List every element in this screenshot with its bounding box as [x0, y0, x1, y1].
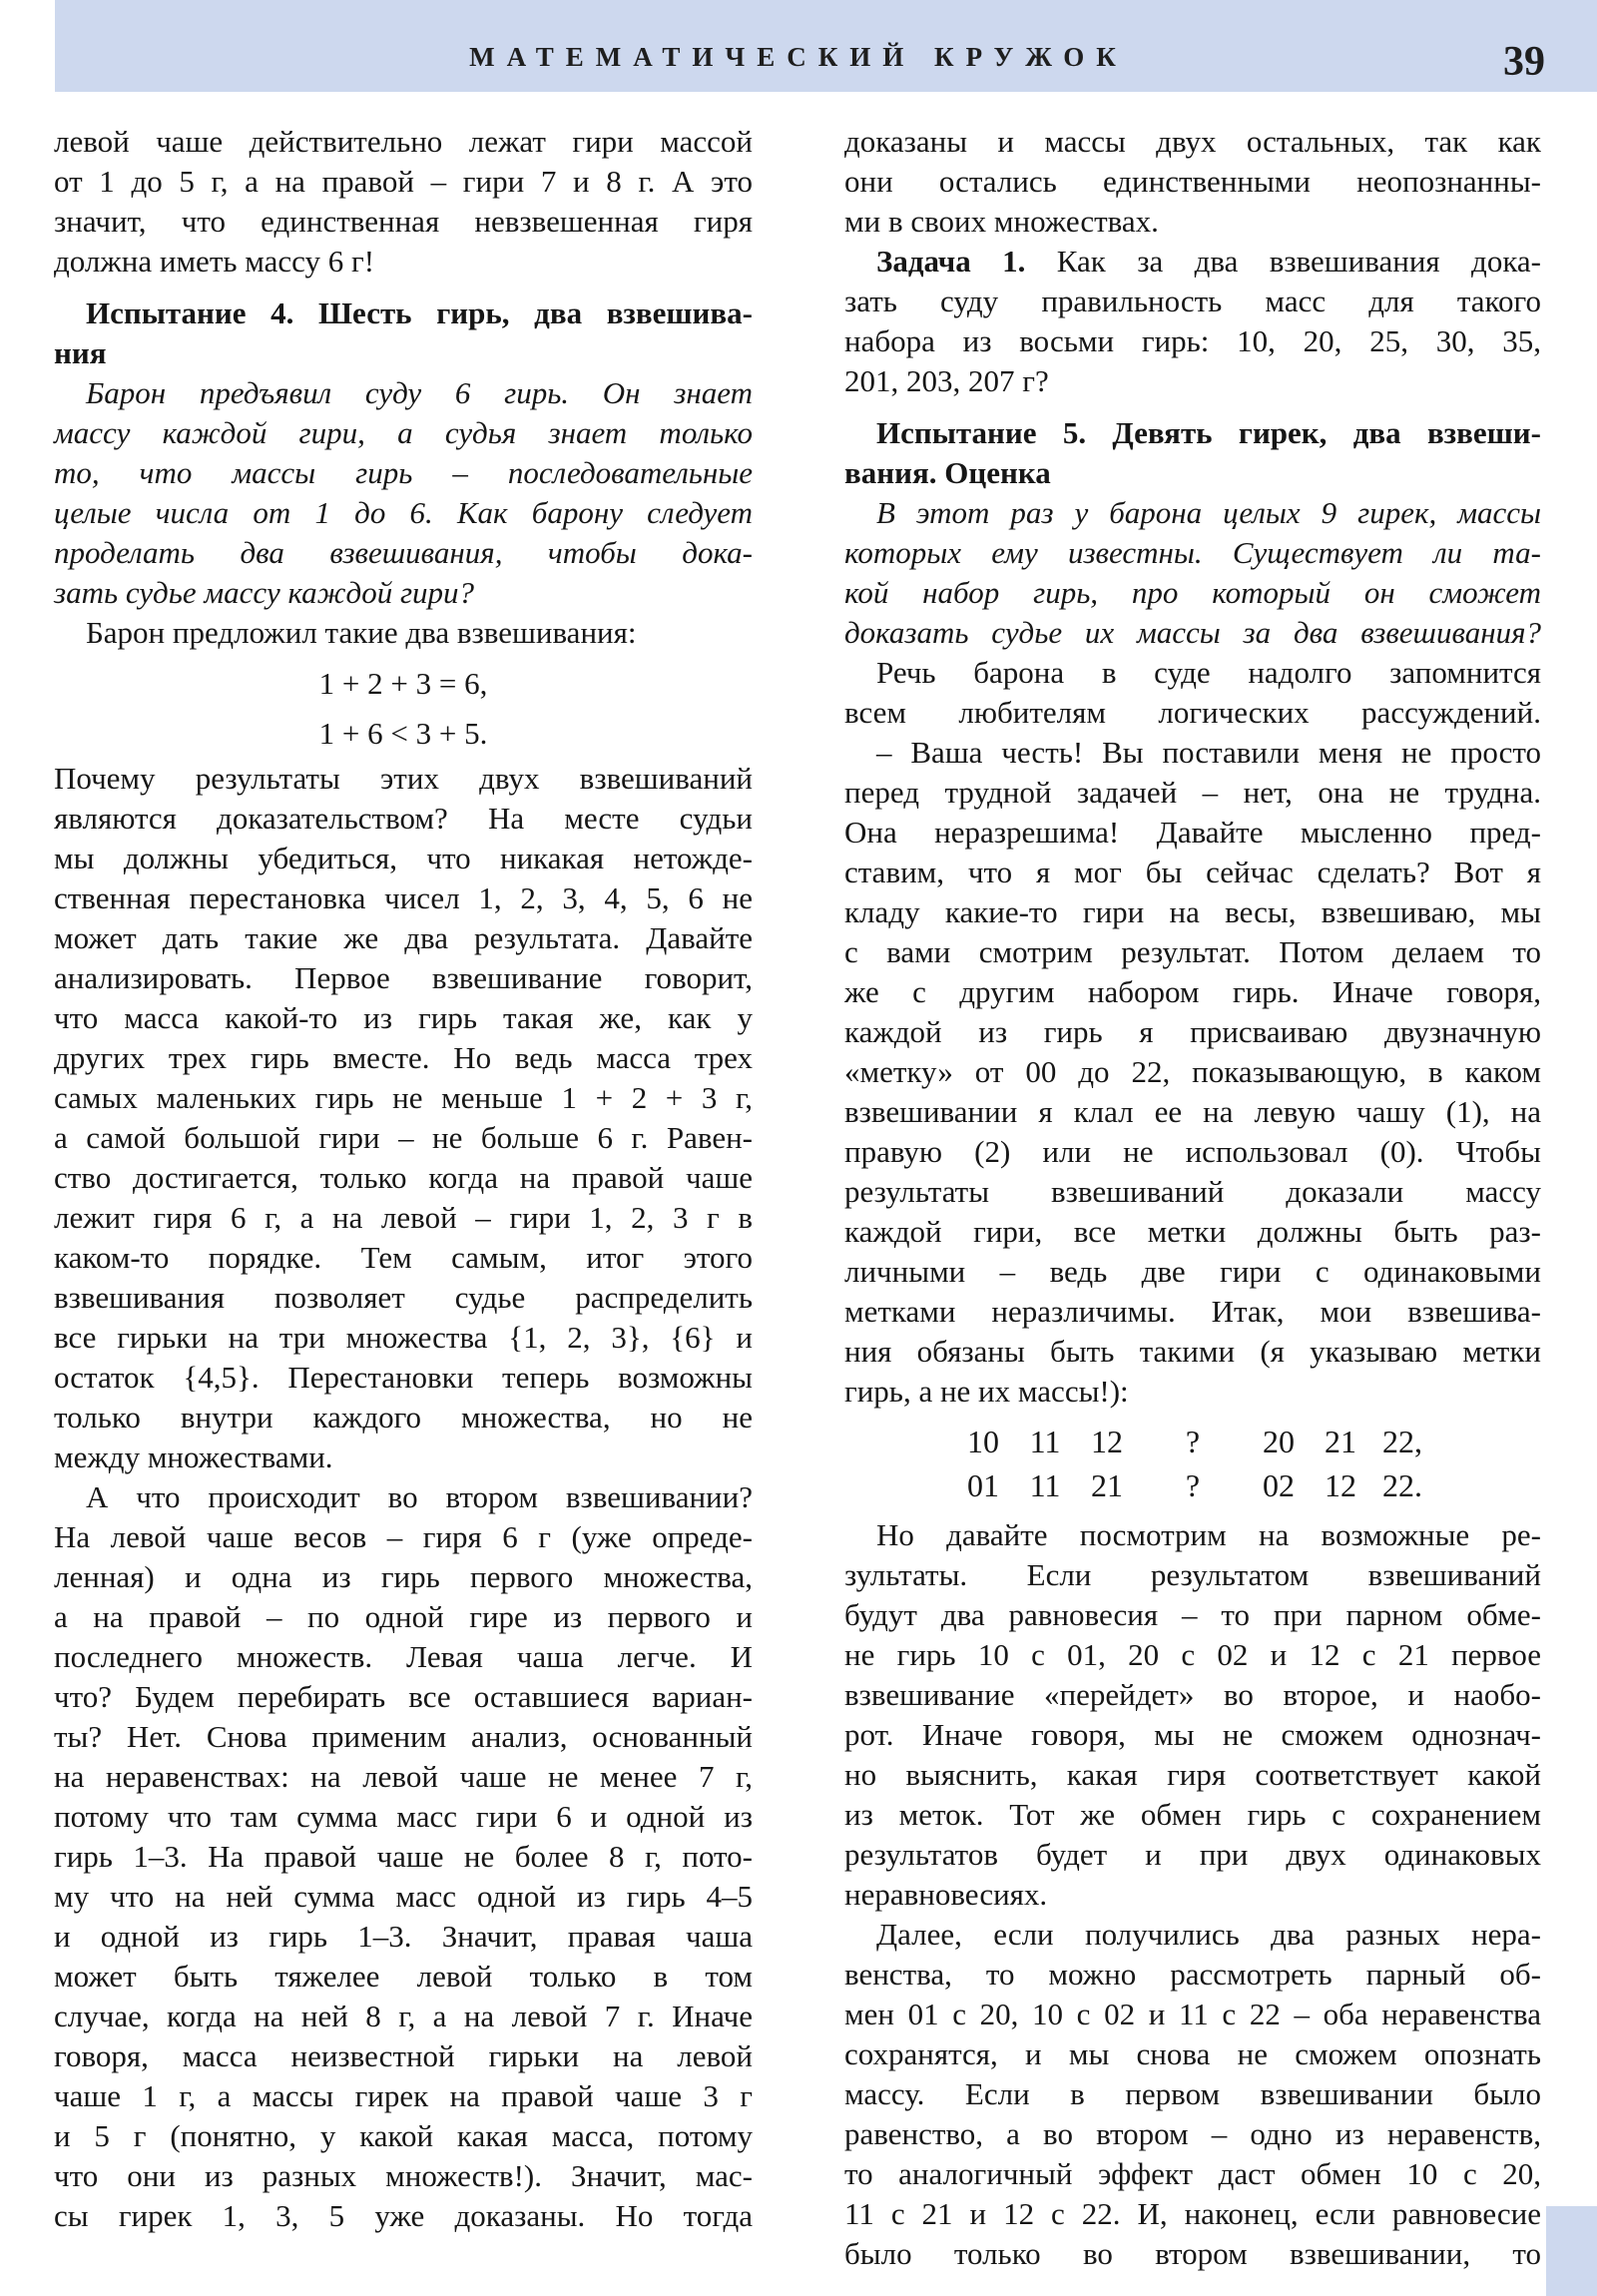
- text-line: чаше 1 г, а массы гирек на правой чаше 3 г: [54, 2078, 753, 2113]
- text-line: 11 с 21 и 12 с 22. И, наконец, если равновесие: [844, 2196, 1541, 2231]
- text-line: кладу какие-то гири на весы, взвешиваю, мы: [844, 894, 1541, 929]
- text-line: сы гирек 1, 3, 5 уже доказаны. Но тогда: [54, 2198, 753, 2233]
- right-column: [844, 122, 1541, 2274]
- text-line: доказаны и массы двух остальных, так как: [844, 124, 1541, 159]
- text-line: потому что там сумма масс гири 6 и одной из: [54, 1799, 753, 1834]
- left-column: [54, 122, 753, 2236]
- corner-tab: [1546, 2206, 1597, 2296]
- text-line: лежит гиря 6 г, а на левой – гири 1, 2, 3 г в: [54, 1200, 753, 1235]
- text-line: а самой большой гири – не больше 6 г. Равен-: [54, 1120, 753, 1155]
- text-line: значит, что единственная невзвешенная гиря: [54, 204, 753, 239]
- text-line: всем любителям логических рассуждений.: [844, 695, 1541, 730]
- equation-line: 1 + 6 < 3 + 5.: [318, 716, 488, 751]
- section-heading-line: вания. Оценка: [844, 455, 1051, 490]
- text-line: что они из разных множеств!). Значит, мас-: [54, 2158, 753, 2193]
- text-line: то аналогичный эффект даст обмен 10 с 20,: [844, 2156, 1541, 2191]
- text-line: взвешивания позволяет судье распределить: [54, 1280, 753, 1315]
- text-line: равенство, а во втором – одно из неравенств,: [844, 2116, 1541, 2151]
- text-line: из меток. Тот же обмен гирь с сохранением: [844, 1797, 1541, 1832]
- text-line: личными – ведь две гири с одинаковыми: [844, 1254, 1541, 1289]
- text-line: му что на ней сумма масс одной из гирь 4–5: [54, 1879, 753, 1914]
- text-line: «метку» от 00 до 22, показывающую, в каком: [844, 1054, 1541, 1089]
- page-number: 39: [1503, 39, 1545, 85]
- text-line: левой чаше действительно лежат гири массой: [54, 124, 753, 159]
- task-text: Как за два взвешивания дока-: [1056, 244, 1541, 279]
- text-line: гирь, а не их массы!):: [844, 1374, 1129, 1409]
- text-line: проделать два взвешивания, чтобы дока-: [54, 535, 753, 570]
- text-line: ственная перестановка чисел 1, 2, 3, 4, 5, 6 не: [54, 880, 753, 915]
- weighing-marks-row: [844, 1420, 1541, 1463]
- text-line: набора из восьми гирь: 10, 20, 25, 30, 35,: [844, 323, 1541, 358]
- text-line: сохранятся, и мы снова не сможем опознать: [844, 2036, 1541, 2071]
- text-line: метками неразличимы. Итак, мои взвешива-: [844, 1294, 1541, 1329]
- text-line: самых маленьких гирь не меньше 1 + 2 + 3 г,: [54, 1080, 753, 1115]
- text-line: от 1 до 5 г, а на правой – гири 7 и 8 г. А это: [54, 164, 753, 199]
- text-line: 201, 203, 207 г?: [844, 363, 1049, 398]
- text-line: результатов будет и при двух одинаковых: [844, 1837, 1541, 1872]
- text-line: Барон предъявил суду 6 гирь. Он знает: [86, 375, 753, 410]
- text-line: результаты взвешиваний доказали массу: [844, 1174, 1541, 1209]
- text-line: говоря, масса неизвестной гирьки на левой: [54, 2038, 753, 2073]
- text-line: каком-то порядке. Тем самым, итог этого: [54, 1240, 753, 1275]
- text-line: правую (2) или не использовал (0). Чтобы: [844, 1134, 1541, 1169]
- weight-mark: 10: [967, 1424, 999, 1459]
- text-line: что масса какой-то из гирь такая же, как у: [54, 1000, 753, 1035]
- text-line: же с другим набором гирь. Иначе говоря,: [844, 974, 1541, 1009]
- text-line: гирь 1–3. На правой чаше не более 8 г, пото-: [54, 1839, 753, 1874]
- text-line: анализировать. Первое взвешивание говорит,: [54, 960, 753, 995]
- running-header-title: МАТЕМАТИЧЕСКИЙ КРУЖОК: [469, 42, 1128, 72]
- text-line: случае, когда на ней 8 г, а на левой 7 г. Иначе: [54, 1999, 753, 2033]
- text-line: – Ваша честь! Вы поставили меня не просто: [876, 735, 1541, 770]
- weight-mark: 21: [1325, 1424, 1356, 1459]
- text-line: и 5 г (понятно, у какой какая масса, потому: [54, 2118, 753, 2153]
- weighing-marks-row: [844, 1463, 1541, 1507]
- section-heading-line: Испытание 4. Шесть гирь, два взвешива-: [86, 295, 753, 330]
- text-line: то, что массы гирь – последовательные: [54, 455, 753, 490]
- text-line: мы должны убедиться, что никакая нетожде-: [54, 841, 753, 875]
- text-line: рот. Иначе говоря, мы не сможем однознач-: [844, 1717, 1541, 1752]
- section-heading-line: ния: [54, 335, 107, 370]
- text-line: взвешивании я клал ее на левую чашу (1), на: [844, 1094, 1541, 1129]
- text-line: [844, 242, 1541, 282]
- weight-mark: 11: [1029, 1424, 1061, 1459]
- text-line: каждой гири, все метки должны быть раз-: [844, 1214, 1541, 1249]
- text-line: и одной из гирь 1–3. Значит, правая чаша: [54, 1919, 753, 1954]
- text-line: зультаты. Если результатом взвешиваний: [844, 1557, 1541, 1592]
- weight-mark: 20: [1263, 1424, 1295, 1459]
- text-line: других трех гирь вместе. Но ведь масса трех: [54, 1040, 753, 1075]
- text-line: между множествами.: [54, 1439, 333, 1474]
- text-line: зать судье массу каждой гири?: [54, 575, 475, 610]
- text-line: В этот раз у барона целых 9 гирек, массы: [876, 495, 1541, 530]
- text-line: Почему результаты этих двух взвешиваний: [54, 761, 753, 796]
- section-heading-line: Испытание 5. Девять гирек, два взвеши-: [876, 415, 1541, 450]
- text-line: ставим, что я мог бы сейчас сделать? Вот я: [844, 855, 1541, 889]
- text-line: должна иметь массу 6 г!: [54, 244, 375, 279]
- weight-mark: 12: [1091, 1424, 1123, 1459]
- text-line: что? Будем перебирать все оставшиеся вариан-: [54, 1679, 753, 1714]
- text-line: целые числа от 1 до 6. Как барону следует: [54, 495, 753, 530]
- text-line: которых ему известны. Существует ли та-: [844, 535, 1541, 570]
- weight-mark: 12: [1325, 1467, 1356, 1503]
- comparison-sign: ?: [1185, 1467, 1201, 1503]
- text-line: каждой из гирь я присваиваю двузначную: [844, 1014, 1541, 1049]
- weight-mark: 01: [967, 1467, 999, 1503]
- text-line: Она неразрешима! Давайте мысленно пред-: [844, 815, 1541, 850]
- text-line: перед трудной задачей – нет, она не трудна.: [844, 775, 1541, 810]
- text-line: на неравенствах: на левой чаше не менее 7 г,: [54, 1759, 753, 1794]
- text-line: взвешивание «перейдет» во второе, и наобо-: [844, 1677, 1541, 1712]
- text-line: являются доказательством? На месте судьи: [54, 801, 753, 836]
- text-line: не гирь 10 с 01, 20 с 02 и 12 с 21 первое: [844, 1637, 1541, 1672]
- text-line: остаток {4,5}. Перестановки теперь возможны: [54, 1360, 753, 1395]
- text-line: мен 01 с 20, 10 с 02 и 11 с 22 – оба неравенства: [844, 1997, 1541, 2031]
- equation-line: 1 + 2 + 3 = 6,: [318, 666, 488, 701]
- task-label: Задача 1.: [876, 244, 1026, 279]
- text-line: ство достигается, только когда на правой чаше: [54, 1160, 753, 1195]
- text-line: ния обязаны быть такими (я указываю метки: [844, 1334, 1541, 1369]
- text-line: доказать судье их массы за два взвешивания?: [844, 615, 1541, 650]
- text-line: массу каждой гири, а судья знает только: [54, 415, 753, 450]
- weight-mark: 22,: [1382, 1424, 1422, 1459]
- text-line: А что происходит во втором взвешивании?: [86, 1479, 753, 1514]
- text-line: может дать такие же два результата. Давайте: [54, 920, 753, 955]
- text-line: кой набор гирь, про который он сможет: [844, 575, 1541, 610]
- text-line: последнего множеств. Левая чаша легче. И: [54, 1639, 753, 1674]
- text-line: Далее, если получились два разных нера-: [876, 1917, 1541, 1952]
- text-line: ленная) и одна из гирь первого множества,: [54, 1559, 753, 1594]
- weight-mark: 22.: [1382, 1467, 1422, 1503]
- weight-mark: 02: [1263, 1467, 1295, 1503]
- text-line: они остались единственными неопознанны-: [844, 164, 1541, 199]
- text-line: Но давайте посмотрим на возможные ре-: [876, 1517, 1541, 1552]
- weight-mark: 11: [1029, 1467, 1061, 1503]
- text-line: венства, то можно рассмотреть парный об-: [844, 1957, 1541, 1992]
- text-line: ты? Нет. Снова применим анализ, основанный: [54, 1719, 753, 1754]
- text-line: все гирьки на три множества {1, 2, 3}, {6} и: [54, 1320, 753, 1355]
- text-line: Речь барона в суде надолго запомнится: [876, 655, 1541, 690]
- text-line: с вами смотрим результат. Потом делаем то: [844, 934, 1541, 969]
- weight-mark: 21: [1091, 1467, 1123, 1503]
- text-line: На левой чаше весов – гиря 6 г (уже опреде-: [54, 1519, 753, 1554]
- text-line: а на правой – по одной гире из первого и: [54, 1599, 753, 1634]
- text-line: будут два равновесия – то при парном обме-: [844, 1597, 1541, 1632]
- text-line: Барон предложил такие два взвешивания:: [86, 615, 637, 650]
- text-line: было только во втором взвешивании, то: [844, 2236, 1541, 2271]
- text-line: массу. Если в первом взвешивании было: [844, 2076, 1541, 2111]
- text-line: может быть тяжелее левой только в том: [54, 1959, 753, 1994]
- text-line: неравновесиях.: [844, 1877, 1048, 1912]
- text-line: зать суду правильность масс для такого: [844, 284, 1541, 318]
- text-line: ми в своих множествах.: [844, 204, 1159, 239]
- text-line: только внутри каждого множества, но не: [54, 1400, 753, 1435]
- text-line: но выяснить, какая гиря соответствует какой: [844, 1757, 1541, 1792]
- comparison-sign: ?: [1185, 1424, 1201, 1459]
